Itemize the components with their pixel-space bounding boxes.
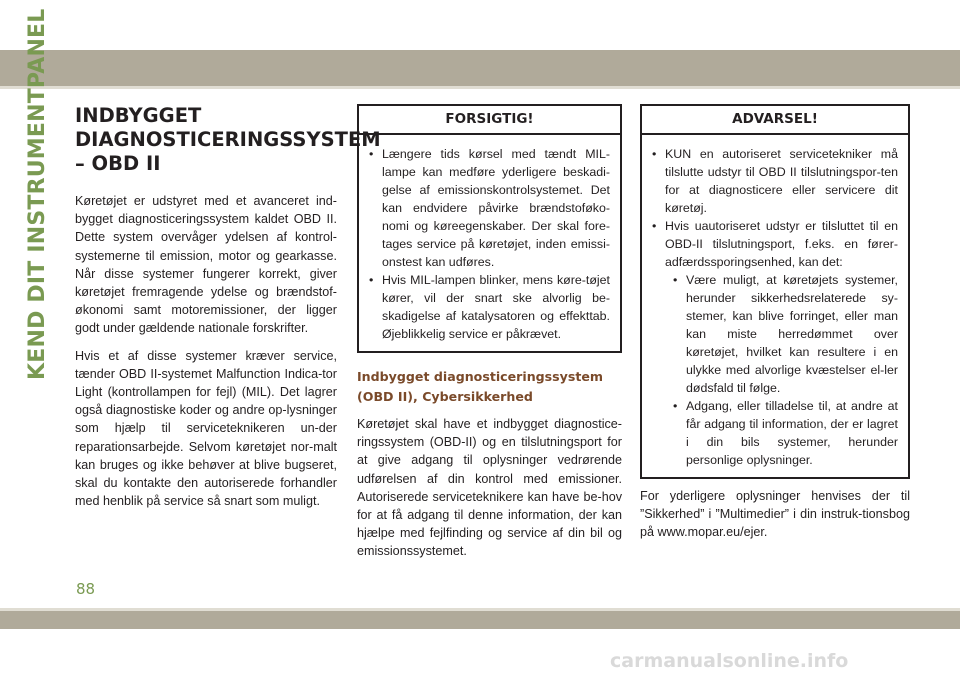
warning-sub-item (652, 397, 898, 469)
body-paragraph: For yderligere oplysninger henvises der til ”Sikkerhed” i ”Multimedier” i din instruk-tionsbog på www.mopar.eu/ejer. (640, 489, 910, 540)
column-middle (357, 104, 622, 570)
column-left (75, 104, 381, 519)
title-line: – OBD II (75, 152, 161, 175)
warning-item (652, 145, 898, 217)
bullet-icon: • (369, 147, 374, 161)
title-line: DIAGNOSTICERINGSSYSTEM (75, 128, 381, 151)
title-line: INDBYGGET (75, 104, 202, 127)
body-paragraph: Hvis et af disse systemer kræver service, tænder OBD II-systemet Malfunction Indica-tor Light (kontrollampen for fejl) (MIL). Det lagrer også diagnostiske koder og andre op-lysninger som hjælp til serviceteknikeren un-der reparationsarbejde. Selvom køretøjet nor-malt kan bruges og ikke behøver at blive bugseret, skal du kontakte den autoriserede forhandler med henblik på service så snart som muligt. (75, 348, 337, 509)
warning-sub-item (652, 271, 898, 397)
caution-item (369, 271, 610, 343)
footer-band (0, 611, 960, 629)
warning-item-text: KUN en autoriseret servicetekniker må tilslutte udstyr til OBD II tilslutningspor-ten for at diagnosticere eller servicere dit køretøj. (665, 147, 898, 215)
caution-item-text: Hvis MIL-lampen blinker, mens køre-tøjet kører, vil der snart ske alvorlig be-skadigelse af katalysatoren og effekttab. Øjeblikkelig service er påkrævet. (382, 273, 610, 341)
caution-item (369, 145, 610, 271)
subheading: Indbygget diagnosticeringssystem (OBD II), Cybersikkerhed (357, 369, 604, 404)
bullet-icon: • (673, 399, 678, 413)
bullet-icon: • (652, 147, 657, 161)
header-band (0, 50, 960, 86)
body-paragraph: Køretøjet er udstyret med et avanceret ind-bygget diagnosticeringssystem kaldet OBD II. Dette system overvåger ydelsen af kontrol-systemerne til emission, motor og gearkasse. Når disse systemer fungerer korrekt, giver køretøjet fremragende ydelse og brændstof-økonomi samt motoremissioner, der ligger godt under gældende nationale forskrifter. (75, 194, 337, 336)
top-margin (0, 0, 960, 50)
warning-sub-item-text: Adgang, eller tilladelse til, at andre at får adgang til information, der er lagret i din bils systemer, herunder personlige oplysninger. (686, 399, 898, 467)
warning-list (642, 135, 908, 477)
bullet-icon: • (652, 219, 657, 233)
warning-item-text: Hvis uautoriseret udstyr er tilsluttet til en OBD-II tilslutningsport, f.eks. en fører-adfærdssporingsenhed, kan det: (665, 219, 898, 269)
warning-title: ADVARSEL! (642, 106, 908, 135)
body-paragraph: Køretøjet skal have et indbygget diagnostice-ringssystem (OBD-II) og en tilslutningsport for at give adgang til oplysninger vedrørende udførelsen af din kontrol med emissioner. Autoriserede serviceteknikere kan have be-hov for at få adgang til denne information, der kan hjælpe med fejlfinding og service af din bil og emissionssystemet. (357, 417, 622, 559)
page-number: 88 (76, 580, 96, 598)
warning-item (652, 217, 898, 271)
bullet-icon: • (369, 273, 374, 287)
warning-box (640, 104, 910, 479)
caution-title: FORSIGTIG! (359, 106, 620, 135)
watermark: carmanualsonline.info (610, 650, 849, 672)
section-title (75, 104, 381, 176)
caution-item-text: Længere tids kørsel med tændt MIL-lampe kan medføre yderligere beskadi-gelse af emissionskontrolsystemet. Det kan endvidere påvirke brændstoføko-nomi og køreegenskaber. Der skal fore-tages service på køretøjet, inden emissi-onstest kan udføres. (382, 147, 610, 269)
bullet-icon: • (673, 273, 678, 287)
header-rule (0, 86, 960, 89)
caution-list (359, 135, 620, 351)
caution-box (357, 104, 622, 353)
side-chapter-tab: KEND DIT INSTRUMENTPANEL (25, 8, 50, 380)
warning-sub-item-text: Være muligt, at køretøjets systemer, herunder sikkerhedsrelaterede sy-stemer, kan blive forringet, eller man kan miste herredømmet over køretøjet, hvilket kan resultere i en ulykke med alvorlige kvæstelser el-ler dødsfald til følge. (686, 273, 898, 395)
column-right (640, 104, 910, 551)
